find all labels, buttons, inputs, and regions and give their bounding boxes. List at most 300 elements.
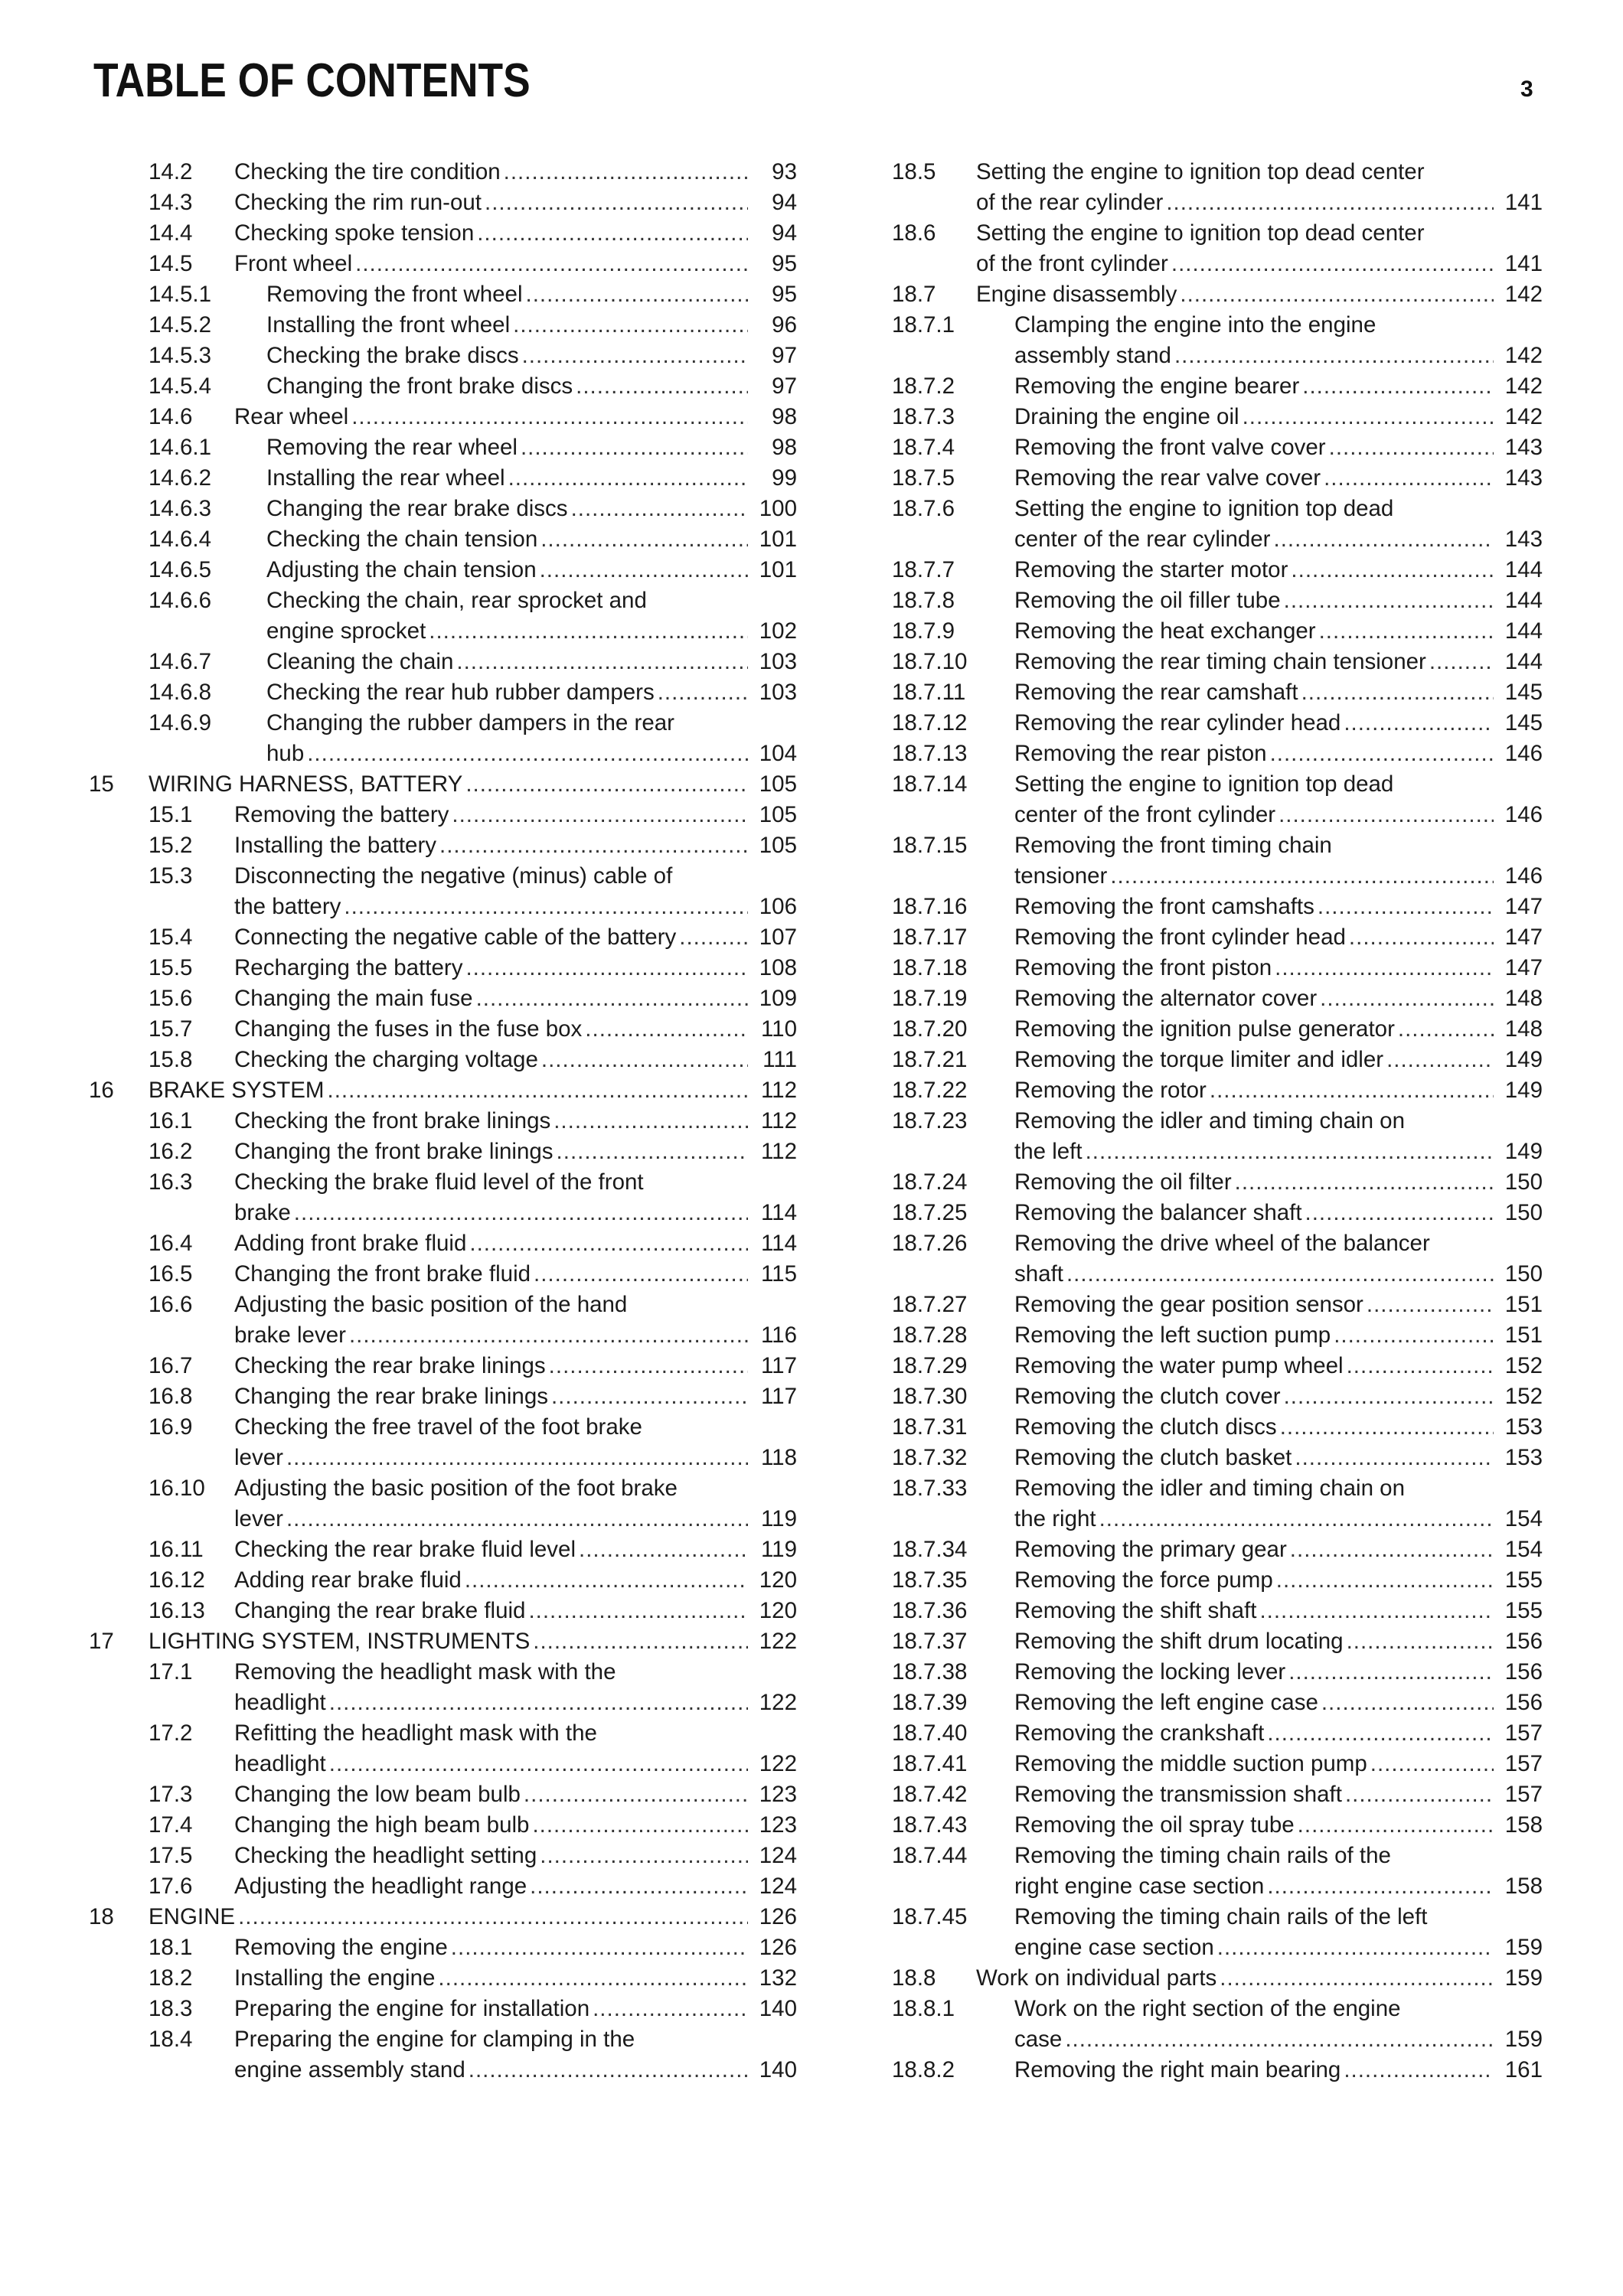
toc-entry-page: 105 [759, 771, 797, 797]
toc-entry[interactable] [89, 402, 797, 432]
toc-entry-page: 123 [759, 1782, 797, 1807]
toc-entry[interactable] [89, 1014, 797, 1045]
toc-entry-title-line: Setting the engine to ignition top dead [1014, 496, 1394, 521]
toc-entry[interactable] [892, 1626, 1543, 1657]
dot-leader [1367, 1290, 1494, 1320]
dot-leader [679, 922, 748, 953]
toc-entry-page: 146 [1504, 863, 1543, 889]
toc-entry-title: Removing the engine bearer [1014, 373, 1300, 399]
dot-leader [439, 830, 748, 861]
toc-entry[interactable] [89, 279, 797, 310]
toc-entry[interactable] [892, 1749, 1543, 1779]
toc-entry[interactable] [89, 769, 797, 800]
dot-leader [1347, 1626, 1494, 1657]
toc-entry[interactable] [892, 1014, 1543, 1045]
toc-entry-page: 151 [1504, 1322, 1543, 1348]
toc-entry[interactable] [892, 1596, 1543, 1626]
toc-entry-title: brake lever [234, 1322, 346, 1348]
toc-entry[interactable] [89, 1810, 797, 1841]
toc-entry-title: Removing the rear wheel [266, 435, 518, 460]
toc-entry[interactable] [892, 402, 1543, 432]
toc-entry[interactable] [89, 2024, 797, 2086]
toc-entry-page: 104 [759, 741, 797, 766]
toc-entry-page: 99 [772, 465, 797, 491]
toc-entry[interactable] [89, 1381, 797, 1412]
toc-entry-title: Changing the fuses in the fuse box [234, 1016, 583, 1042]
toc-entry[interactable] [892, 310, 1543, 371]
toc-entry[interactable] [892, 830, 1543, 892]
toc-entry-number: 18.7.20 [892, 1016, 968, 1042]
toc-entry-title: Removing the middle suction pump [1014, 1751, 1367, 1776]
toc-entry[interactable] [892, 218, 1543, 279]
toc-entry-number: 18.7.4 [892, 435, 955, 460]
toc-entry-number: 14.5.2 [149, 312, 212, 338]
dot-leader [1270, 739, 1494, 769]
toc-entry-number: 16.10 [149, 1476, 205, 1501]
toc-entry-page: 157 [1504, 1751, 1543, 1776]
toc-entry-page: 145 [1504, 680, 1543, 705]
toc-entry-number: 18.8.2 [892, 2057, 955, 2082]
toc-entry-number: 14.3 [149, 190, 193, 215]
dot-leader [351, 402, 748, 432]
toc-entry[interactable] [89, 1932, 797, 1963]
toc-entry-page: 140 [759, 2057, 797, 2082]
toc-entry[interactable] [892, 1075, 1543, 1106]
toc-entry[interactable] [89, 555, 797, 585]
dot-leader [1344, 2055, 1494, 2086]
toc-entry-page: 105 [759, 802, 797, 827]
toc-entry-title-line: Clamping the engine into the engine [1014, 312, 1376, 338]
toc-entry[interactable] [892, 647, 1543, 677]
dot-leader [526, 279, 748, 310]
toc-entry[interactable] [892, 769, 1543, 830]
toc-entry[interactable] [892, 892, 1543, 922]
toc-entry-number: 18.7.2 [892, 373, 955, 399]
toc-entry[interactable] [89, 341, 797, 371]
dot-leader [554, 1106, 748, 1137]
toc-entry-number: 18.7.44 [892, 1843, 968, 1868]
toc-entry[interactable] [89, 1657, 797, 1718]
toc-entry-number: 14.4 [149, 220, 193, 246]
toc-entry-page: 97 [772, 373, 797, 399]
dot-leader [1345, 1779, 1494, 1810]
dot-leader [1429, 647, 1494, 677]
dot-leader [1320, 983, 1494, 1014]
toc-entry[interactable] [89, 1290, 797, 1351]
toc-entry-number: 18.7.30 [892, 1384, 968, 1409]
toc-entry-title: Installing the front wheel [266, 312, 511, 338]
toc-entry-title: Removing the oil filler tube [1014, 588, 1281, 613]
toc-entry-page: 158 [1504, 1812, 1543, 1838]
toc-entry[interactable] [89, 830, 797, 861]
toc-entry-page: 155 [1504, 1598, 1543, 1623]
toc-entry-number: 17.2 [149, 1720, 193, 1746]
toc-entry-page: 147 [1504, 894, 1543, 919]
toc-entry[interactable] [892, 1718, 1543, 1749]
toc-entry-title: right engine case section [1014, 1874, 1265, 1899]
toc-entry-number: 18.7.22 [892, 1078, 968, 1103]
toc-entry-title: Checking the front brake linings [234, 1108, 551, 1133]
toc-entry[interactable] [89, 524, 797, 555]
toc-entry-number: 16.2 [149, 1139, 193, 1164]
toc-entry[interactable] [892, 585, 1543, 616]
toc-entry-title: the left [1014, 1139, 1083, 1164]
toc-entry[interactable] [892, 1320, 1543, 1351]
toc-entry-page: 109 [759, 986, 797, 1011]
toc-entry-title-line: Setting the engine to ignition top dead center [976, 159, 1425, 184]
dot-leader [534, 1259, 748, 1290]
toc-entry[interactable] [892, 708, 1543, 739]
toc-entry-number: 18.7.3 [892, 404, 955, 429]
dot-leader [1291, 555, 1494, 585]
toc-entry[interactable] [892, 677, 1543, 708]
toc-entry[interactable] [892, 1290, 1543, 1320]
toc-entry-title: the battery [234, 894, 341, 919]
dot-leader [1305, 1198, 1494, 1228]
toc-entry-number: 15.2 [149, 833, 193, 858]
toc-entry[interactable] [892, 494, 1543, 555]
toc-entry-number: 17 [89, 1629, 114, 1654]
toc-entry-title: LIGHTING SYSTEM, INSTRUMENTS [149, 1629, 531, 1654]
toc-entry-number: 16 [89, 1078, 114, 1103]
toc-entry-number: 14.6.9 [149, 710, 212, 735]
toc-entry-title: Checking the rear brake linings [234, 1353, 546, 1378]
toc-entry[interactable] [892, 371, 1543, 402]
dot-leader [452, 800, 748, 830]
toc-entry[interactable] [892, 739, 1543, 769]
toc-entry-number: 18.7.14 [892, 771, 968, 797]
toc-entry-title: Adjusting the headlight range [234, 1874, 527, 1899]
toc-entry-number: 18.7.12 [892, 710, 968, 735]
toc-entry-page: 143 [1504, 435, 1543, 460]
toc-entry[interactable] [89, 1963, 797, 1994]
toc-entry[interactable] [892, 2055, 1543, 2086]
toc-entry[interactable] [89, 953, 797, 983]
toc-entry-title: Draining the engine oil [1014, 404, 1239, 429]
toc-entry-title: Preparing the engine for installation [234, 1996, 590, 2021]
toc-entry[interactable] [892, 1963, 1543, 1994]
toc-entry-number: 16.9 [149, 1414, 193, 1440]
toc-entry-title: Changing the rear brake discs [266, 496, 568, 521]
toc-entry-title-line: Work on the right section of the engine [1014, 1996, 1401, 2021]
toc-entry-page: 94 [772, 190, 797, 215]
toc-entry-page: 132 [759, 1965, 797, 1991]
toc-entry-title-line: Removing the idler and timing chain on [1014, 1476, 1405, 1501]
toc-entry[interactable] [892, 1351, 1543, 1381]
toc-entry-title: Installing the rear wheel [266, 465, 505, 491]
toc-entry-number: 16.1 [149, 1108, 193, 1133]
toc-entry[interactable] [89, 983, 797, 1014]
toc-entry-title: Removing the front camshafts [1014, 894, 1314, 919]
toc-entry-title: the right [1014, 1506, 1096, 1531]
toc-entry-title: Removing the oil filter [1014, 1169, 1232, 1195]
toc-entry-number: 18.7.17 [892, 925, 968, 950]
toc-entry-number: 18.7.35 [892, 1567, 968, 1593]
toc-entry[interactable] [892, 1565, 1543, 1596]
toc-entry-page: 152 [1504, 1353, 1543, 1378]
toc-entry-title: Removing the torque limiter and idler [1014, 1047, 1384, 1072]
toc-entry[interactable] [89, 1871, 797, 1902]
toc-entry[interactable] [892, 1779, 1543, 1810]
dot-leader [540, 555, 748, 585]
toc-entry-title: headlight [234, 1690, 326, 1715]
toc-entry[interactable] [89, 1106, 797, 1137]
toc-entry[interactable] [89, 647, 797, 677]
toc-entry[interactable] [892, 1381, 1543, 1412]
toc-entry[interactable] [89, 861, 797, 922]
toc-entry[interactable] [89, 1167, 797, 1228]
dot-leader [1318, 892, 1494, 922]
toc-entry[interactable] [89, 922, 797, 953]
toc-entry[interactable] [89, 800, 797, 830]
toc-entry[interactable] [89, 1137, 797, 1167]
toc-entry[interactable] [892, 1228, 1543, 1290]
toc-entry[interactable] [892, 1443, 1543, 1473]
dot-leader [1180, 279, 1494, 310]
toc-entry[interactable] [89, 1075, 797, 1106]
toc-entry-page: 100 [759, 496, 797, 521]
toc-entry-title-line: Disconnecting the negative (minus) cable of [234, 863, 673, 889]
toc-entry[interactable] [892, 1902, 1543, 1963]
toc-entry[interactable] [89, 1228, 797, 1259]
toc-entry-page: 144 [1504, 649, 1543, 674]
toc-entry[interactable] [89, 1841, 797, 1871]
toc-entry[interactable] [89, 157, 797, 188]
toc-entry-page: 159 [1504, 2027, 1543, 2052]
toc-entry-page: 156 [1504, 1629, 1543, 1654]
toc-entry-page: 142 [1504, 404, 1543, 429]
toc-entry-page: 107 [759, 925, 797, 950]
toc-entry-title: Checking the chain tension [266, 527, 538, 552]
toc-entry[interactable] [89, 1259, 797, 1290]
toc-entry[interactable] [892, 1994, 1543, 2055]
toc-entry[interactable] [89, 494, 797, 524]
toc-entry-page: 112 [760, 1108, 797, 1133]
toc-entry[interactable] [89, 1596, 797, 1626]
toc-entry-title-line: Removing the headlight mask with the [234, 1659, 616, 1684]
toc-entry-page: 157 [1504, 1782, 1543, 1807]
toc-entry-title-line: Removing the drive wheel of the balancer [1014, 1231, 1430, 1256]
toc-right-column [892, 157, 1543, 2086]
toc-entry[interactable] [892, 279, 1543, 310]
toc-entry-page: 114 [760, 1231, 797, 1256]
toc-entry-number: 16.12 [149, 1567, 205, 1593]
toc-entry-number: 14.5 [149, 251, 193, 276]
toc-entry-page: 142 [1504, 373, 1543, 399]
toc-entry-number: 14.6.6 [149, 588, 212, 613]
dot-leader [541, 1045, 748, 1075]
toc-entry-title: Recharging the battery [234, 955, 463, 980]
toc-entry-title: engine case section [1014, 1935, 1214, 1960]
toc-entry[interactable] [89, 1994, 797, 2024]
toc-entry-title: Adjusting the chain tension [266, 557, 537, 582]
dot-leader [1099, 1504, 1494, 1534]
toc-entry[interactable] [89, 1351, 797, 1381]
toc-entry-number: 18.7.42 [892, 1782, 968, 1807]
toc-entry[interactable] [89, 708, 797, 769]
toc-entry-number: 18.7.38 [892, 1659, 968, 1684]
toc-entry-title: Removing the water pump wheel [1014, 1353, 1344, 1378]
dot-leader [286, 1504, 748, 1534]
dot-leader [1301, 677, 1494, 708]
toc-entry-page: 119 [760, 1506, 797, 1531]
toc-entry[interactable] [892, 953, 1543, 983]
toc-entry-title: assembly stand [1014, 343, 1171, 368]
toc-entry-number: 18.4 [149, 2027, 193, 2052]
toc-entry-page: 156 [1504, 1690, 1543, 1715]
toc-entry-page: 159 [1504, 1965, 1543, 1991]
toc-entry-number: 16.3 [149, 1169, 193, 1195]
dot-leader [522, 341, 748, 371]
toc-entry[interactable] [89, 463, 797, 494]
toc-entry-page: 150 [1504, 1169, 1543, 1195]
toc-entry[interactable] [89, 1565, 797, 1596]
dot-leader [1217, 1932, 1494, 1963]
dot-leader [465, 769, 748, 800]
toc-entry-page: 103 [759, 680, 797, 705]
toc-entry[interactable] [89, 1473, 797, 1534]
toc-entry[interactable] [892, 1810, 1543, 1841]
toc-entry-title: Removing the rear piston [1014, 741, 1267, 766]
dot-leader [1329, 432, 1494, 463]
toc-entry-page: 123 [759, 1812, 797, 1838]
toc-entry-title: center of the front cylinder [1014, 802, 1276, 827]
dot-leader [1324, 463, 1494, 494]
toc-entry[interactable] [892, 983, 1543, 1014]
dot-leader [513, 310, 748, 341]
toc-entry[interactable] [892, 1473, 1543, 1534]
toc-entry-number: 14.6.8 [149, 680, 212, 705]
toc-entry[interactable] [892, 1841, 1543, 1902]
toc-entry[interactable] [89, 218, 797, 249]
toc-entry-number: 16.13 [149, 1598, 205, 1623]
toc-entry[interactable] [89, 1718, 797, 1779]
toc-entry-number: 14.5.4 [149, 373, 212, 399]
toc-entry[interactable] [892, 432, 1543, 463]
dot-leader [1267, 1718, 1494, 1749]
toc-entry-number: 15 [89, 771, 114, 797]
toc-entry[interactable] [892, 157, 1543, 218]
toc-entry[interactable] [892, 1198, 1543, 1228]
dot-leader [456, 647, 748, 677]
toc-entry[interactable] [89, 432, 797, 463]
toc-entry-page: 115 [760, 1261, 797, 1287]
toc-entry-number: 18.1 [149, 1935, 193, 1960]
toc-entry-page: 122 [759, 1690, 797, 1715]
toc-entry[interactable] [89, 188, 797, 218]
toc-entry-title: Removing the oil spray tube [1014, 1812, 1295, 1838]
dot-leader [469, 1228, 748, 1259]
toc-entry-title: headlight [234, 1751, 326, 1776]
dot-leader [579, 1534, 748, 1565]
dot-leader [658, 677, 748, 708]
toc-entry-page: 94 [772, 220, 797, 246]
toc-entry-title: Changing the front brake discs [266, 373, 573, 399]
toc-entry[interactable] [892, 1657, 1543, 1688]
toc-entry[interactable] [89, 310, 797, 341]
toc-entry-title: Engine disassembly [976, 282, 1177, 307]
toc-entry-title: of the rear cylinder [976, 190, 1164, 215]
toc-entry[interactable] [89, 677, 797, 708]
toc-entry-title: Checking the rear hub rubber dampers [266, 680, 655, 705]
toc-entry-title: Removing the rear valve cover [1014, 465, 1321, 491]
toc-entry-page: 146 [1504, 741, 1543, 766]
toc-entry[interactable] [892, 922, 1543, 953]
toc-entry-title: Removing the shift shaft [1014, 1598, 1257, 1623]
toc-entry-title: Changing the front brake linings [234, 1139, 554, 1164]
dot-leader [530, 1871, 748, 1902]
toc-entry-number: 18.7.11 [892, 680, 966, 705]
dot-leader [1110, 861, 1494, 892]
dot-leader [524, 1779, 748, 1810]
dot-leader [1398, 1014, 1494, 1045]
toc-entry-number: 14.6 [149, 404, 193, 429]
toc-entry-number: 18.7.37 [892, 1629, 968, 1654]
toc-entry-title: Removing the battery [234, 802, 449, 827]
toc-entry-page: 156 [1504, 1659, 1543, 1684]
toc-entry[interactable] [89, 1626, 797, 1657]
toc-entry-number: 18.2 [149, 1965, 193, 1991]
toc-entry[interactable] [89, 1412, 797, 1473]
toc-entry[interactable] [892, 1106, 1543, 1167]
toc-entry-number: 18.3 [149, 1996, 193, 2021]
toc-entry[interactable] [892, 1167, 1543, 1198]
dot-leader [1334, 1320, 1494, 1351]
toc-entry-number: 14.6.2 [149, 465, 212, 491]
toc-entry[interactable] [892, 1045, 1543, 1075]
toc-entry-page: 154 [1504, 1506, 1543, 1531]
toc-entry-page: 147 [1504, 955, 1543, 980]
toc-entry[interactable] [89, 1045, 797, 1075]
toc-entry[interactable] [89, 1902, 797, 1932]
toc-entry-number: 18.7.41 [892, 1751, 968, 1776]
page-number: 3 [1520, 77, 1533, 102]
toc-entry[interactable] [892, 555, 1543, 585]
toc-entry[interactable] [89, 249, 797, 279]
toc-entry[interactable] [89, 1779, 797, 1810]
toc-entry-page: 154 [1504, 1537, 1543, 1562]
toc-entry[interactable] [892, 616, 1543, 647]
toc-entry-title: Work on individual parts [976, 1965, 1217, 1991]
toc-entry-title: shaft [1014, 1261, 1063, 1287]
toc-entry-number: 18.7.45 [892, 1904, 968, 1929]
toc-entry[interactable] [892, 1688, 1543, 1718]
toc-entry-number: 18.7.7 [892, 557, 955, 582]
toc-entry[interactable] [892, 1534, 1543, 1565]
dot-leader [1344, 708, 1494, 739]
toc-entry[interactable] [89, 585, 797, 647]
toc-entry-number: 17.6 [149, 1874, 193, 1899]
toc-entry[interactable] [89, 371, 797, 402]
toc-entry-page: 126 [759, 1904, 797, 1929]
toc-entry-page: 108 [759, 955, 797, 980]
dot-leader [1065, 2024, 1494, 2055]
toc-entry-number: 14.6.3 [149, 496, 212, 521]
toc-entry-title: ENGINE [149, 1904, 236, 1929]
toc-entry[interactable] [892, 463, 1543, 494]
dot-leader [1349, 922, 1494, 953]
toc-entry-page: 124 [759, 1874, 797, 1899]
toc-entry[interactable] [892, 1412, 1543, 1443]
toc-entry[interactable] [89, 1534, 797, 1565]
dot-leader [429, 616, 748, 647]
toc-entry-number: 18.7.5 [892, 465, 955, 491]
dot-leader [469, 2055, 748, 2086]
toc-entry-number: 18.7.27 [892, 1292, 968, 1317]
dot-leader [521, 432, 748, 463]
toc-entry-title: Removing the ignition pulse generator [1014, 1016, 1395, 1042]
toc-entry-page: 98 [772, 435, 797, 460]
